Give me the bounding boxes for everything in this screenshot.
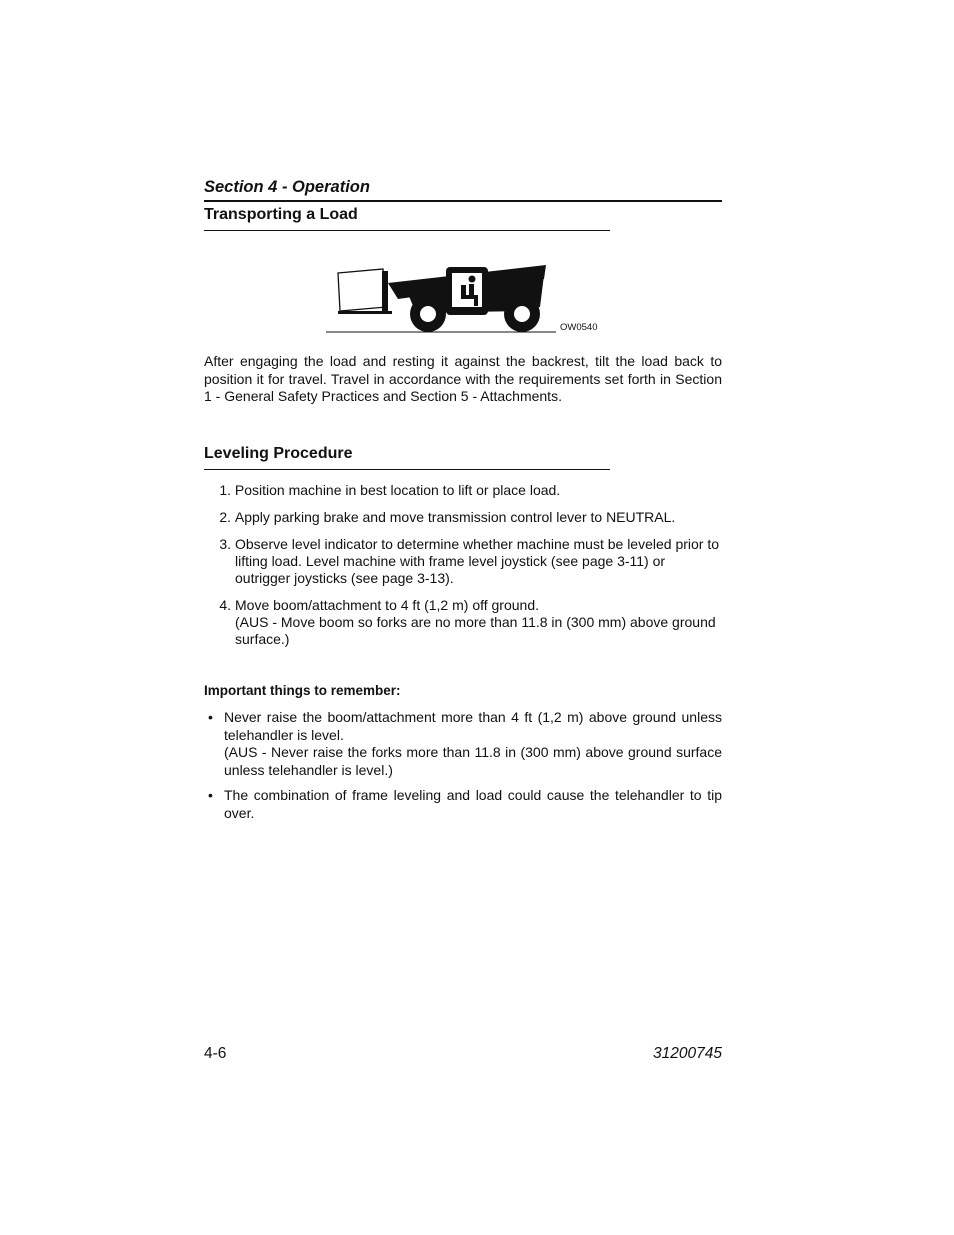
step-number: 3. (219, 536, 231, 552)
bullet-icon: • (208, 787, 213, 803)
bullet-text-main: Never raise the boom/attachment more than 4 ft (1,2 m) above ground unless telehandler is level. (224, 709, 722, 743)
heading-transporting-load: Transporting a Load (204, 205, 610, 231)
bullet-icon: • (208, 709, 213, 725)
section-header: Section 4 - Operation (204, 177, 722, 202)
important-bullets (204, 709, 722, 830)
important-title: Important things to remember: (204, 683, 401, 698)
step-text: Observe level indicator to determine whether machine must be leveled prior to lifting load. Level machine with frame level joystick (see page 3-11) or outrigger joysticks (see page 3-13). (235, 536, 720, 586)
step-text-main: Move boom/attachment to 4 ft (1,2 m) off ground. (235, 597, 540, 613)
telehandler-load-illustration (326, 259, 558, 334)
bullet-text (224, 709, 722, 779)
step-text-aus: (AUS - Move boom so forks are no more than 11.8 in (300 mm) above ground surface.) (235, 614, 716, 647)
step-number: 1. (219, 482, 231, 498)
list-item (204, 709, 722, 779)
bullet-text: The combination of frame leveling and load could cause the telehandler to tip over. (224, 787, 722, 821)
step-number: 2. (219, 509, 231, 525)
step-text-body: Position machine in best location to lift or place load. (234, 482, 561, 498)
heading-leveling-procedure: Leveling Procedure (204, 444, 610, 470)
step-text-body: Apply parking brake and move transmission control lever to NEUTRAL. (234, 509, 676, 525)
list-item (204, 536, 722, 587)
step-text (231, 482, 722, 499)
page-number: 4-6 (204, 1045, 227, 1062)
document-number: 31200745 (653, 1045, 722, 1062)
step-text (231, 597, 722, 648)
bullet-text-aus: (AUS - Never raise the forks more than 11.8 in (300 mm) above ground surface unless telehandler is level.) (224, 744, 722, 778)
step-text (231, 509, 722, 526)
step-number: 4. (219, 597, 231, 613)
list-item (204, 509, 722, 526)
figure-code: OW0540 (560, 322, 598, 333)
transport-paragraph: After engaging the load and resting it against the backrest, tilt the load back to position it for travel. Travel in accordance with the requirements set forth in Section 1 - General Safety Practices and Section 5 - Attachments. (204, 353, 722, 404)
leveling-steps (204, 482, 722, 658)
list-item (204, 482, 722, 499)
list-item (204, 597, 722, 648)
list-item (204, 787, 722, 822)
